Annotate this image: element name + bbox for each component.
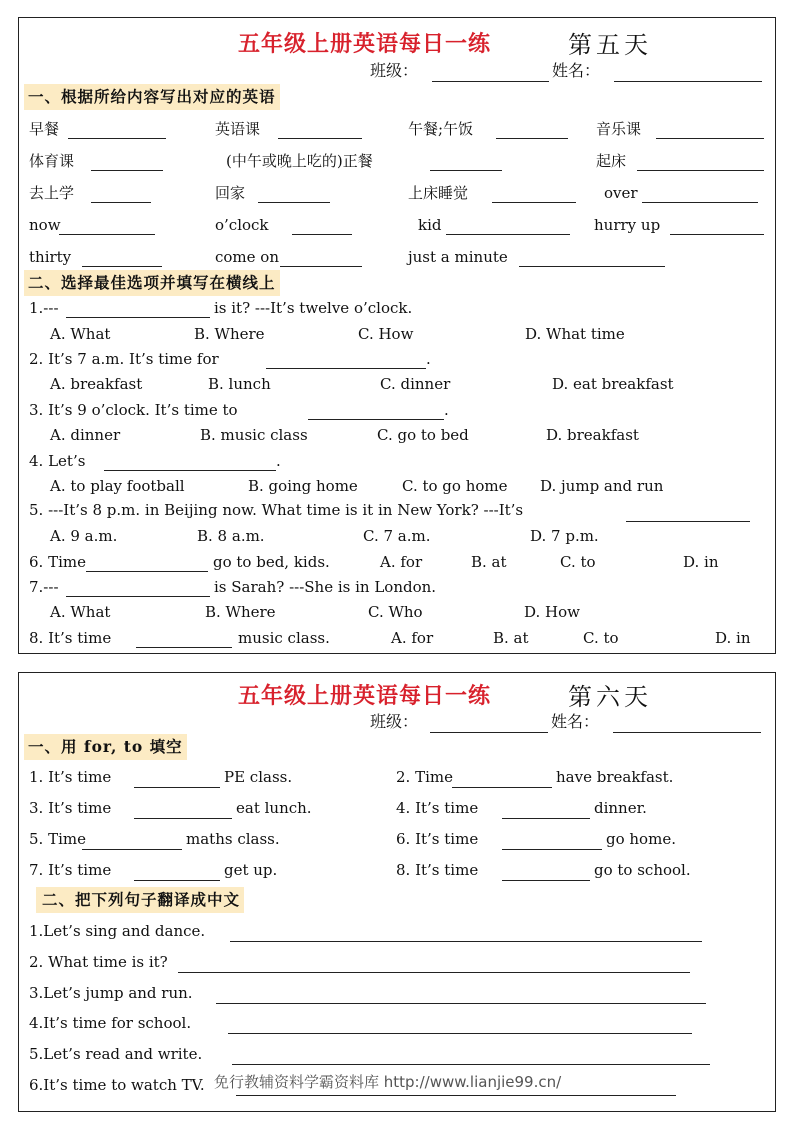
question-text: 1.--- — [29, 299, 59, 317]
question-text: 5. ---It’s 8 p.m. in Beijing now. What time is it in New York? ---It’s — [29, 501, 524, 519]
answer-blank[interactable] — [136, 647, 232, 648]
fill-text: dinner. — [594, 799, 647, 817]
translate-blank[interactable] — [178, 972, 690, 973]
answer-blank[interactable] — [266, 368, 426, 369]
day5-day-label: 第五天 — [568, 31, 652, 59]
question-text: is it? ---It’s twelve o’clock. — [214, 299, 413, 317]
option[interactable]: A. What — [50, 603, 111, 621]
vocab-item: o’clock — [215, 216, 269, 234]
day6-class-label: 班级： — [370, 712, 419, 731]
vocab-item: 午餐;午饭 — [408, 120, 474, 138]
fill-blank[interactable] — [134, 787, 220, 788]
day5-section1-heading: 一、根据所给内容写出对应的英语 — [24, 84, 280, 110]
vocab-item: thirty — [29, 248, 72, 266]
option[interactable]: B. Where — [205, 603, 276, 621]
day5-class-label: 班级： — [370, 61, 419, 80]
vocab-item: 上床睡觉 — [408, 184, 469, 202]
day6-name-field[interactable] — [613, 732, 761, 733]
watermark: 免行教辅资料学霸资料库 http://www.lianjie99.cn/ — [214, 1073, 562, 1091]
option[interactable]: C. How — [358, 325, 414, 343]
option[interactable]: C. 7 a.m. — [363, 527, 431, 545]
question-text: . — [426, 350, 431, 368]
day5-title: 五年级上册英语每日一练 — [238, 32, 492, 57]
question-text: 6. Time — [29, 553, 86, 571]
option[interactable]: D. in — [715, 629, 751, 647]
vocab-item: 起床 — [596, 152, 627, 170]
fill-text: 2. Time — [396, 768, 453, 786]
option[interactable]: B. at — [471, 553, 507, 571]
option[interactable]: C. go to bed — [377, 426, 469, 444]
option[interactable]: A. 9 a.m. — [50, 527, 118, 545]
option[interactable]: B. going home — [248, 477, 358, 495]
translate-sentence: 6.It’s time to watch TV. — [29, 1076, 205, 1094]
option[interactable]: D. eat breakfast — [552, 375, 674, 393]
option[interactable]: B. Where — [194, 325, 265, 343]
option[interactable]: B. 8 a.m. — [197, 527, 265, 545]
vocab-item: (中午或晚上吃的)正餐 — [226, 152, 373, 170]
fill-text: go to school. — [594, 861, 691, 879]
translate-blank[interactable] — [216, 1003, 706, 1004]
vocab-blank[interactable] — [59, 234, 155, 235]
answer-blank[interactable] — [626, 521, 750, 522]
fill-text: 6. It’s time — [396, 830, 479, 848]
option[interactable]: A. for — [380, 553, 423, 571]
option[interactable]: D. in — [683, 553, 719, 571]
question-text: 8. It’s time — [29, 629, 112, 647]
vocab-blank[interactable] — [91, 170, 163, 171]
day5-name-label: 姓名： — [552, 61, 601, 80]
fill-text: 4. It’s time — [396, 799, 479, 817]
option[interactable]: A. to play football — [50, 477, 185, 495]
fill-text: 8. It’s time — [396, 861, 479, 879]
fill-blank[interactable] — [134, 818, 232, 819]
fill-blank[interactable] — [82, 849, 182, 850]
fill-blank[interactable] — [502, 818, 590, 819]
option[interactable]: D. breakfast — [546, 426, 639, 444]
vocab-blank[interactable] — [492, 202, 576, 203]
answer-blank[interactable] — [86, 571, 208, 572]
vocab-blank[interactable] — [278, 138, 362, 139]
fill-text: PE class. — [224, 768, 293, 786]
translate-sentence: 1.Let’s sing and dance. — [29, 922, 206, 940]
translate-blank[interactable] — [228, 1033, 692, 1034]
vocab-item: 去上学 — [29, 184, 75, 202]
translate-blank[interactable] — [236, 1095, 676, 1096]
vocab-item: now — [29, 216, 61, 234]
option[interactable]: C. Who — [368, 603, 423, 621]
fill-text: have breakfast. — [556, 768, 674, 786]
vocab-item: just a minute — [408, 248, 508, 266]
vocab-blank[interactable] — [82, 266, 162, 267]
translate-sentence: 3.Let’s jump and run. — [29, 984, 193, 1002]
option[interactable]: B. lunch — [208, 375, 271, 393]
vocab-blank[interactable] — [258, 202, 330, 203]
option[interactable]: C. to — [583, 629, 619, 647]
question-text: . — [444, 401, 449, 419]
fill-blank[interactable] — [452, 787, 552, 788]
day6-day-label: 第六天 — [568, 683, 652, 711]
answer-blank[interactable] — [66, 596, 210, 597]
option[interactable]: D. 7 p.m. — [530, 527, 599, 545]
fill-text: 7. It’s time — [29, 861, 112, 879]
fill-text: get up. — [224, 861, 278, 879]
vocab-item: 回家 — [215, 184, 246, 202]
translate-blank[interactable] — [232, 1064, 710, 1065]
day6-name-label: 姓名： — [551, 712, 600, 731]
fill-blank[interactable] — [134, 880, 220, 881]
option[interactable]: C. to go home — [402, 477, 508, 495]
fill-text: go home. — [606, 830, 676, 848]
question-text: go to bed, kids. — [213, 553, 330, 571]
vocab-blank[interactable] — [637, 170, 764, 171]
option[interactable]: D. What time — [525, 325, 625, 343]
vocab-item: come on — [215, 248, 279, 266]
question-text: music class. — [238, 629, 330, 647]
vocab-blank[interactable] — [68, 138, 166, 139]
translate-blank[interactable] — [230, 941, 702, 942]
vocab-item: hurry up — [594, 216, 661, 234]
option[interactable]: A. for — [391, 629, 434, 647]
answer-blank[interactable] — [308, 419, 444, 420]
answer-blank[interactable] — [66, 317, 210, 318]
translate-sentence: 5.Let’s read and write. — [29, 1045, 203, 1063]
option[interactable]: A. What — [50, 325, 111, 343]
option[interactable]: B. at — [493, 629, 529, 647]
answer-blank[interactable] — [104, 470, 276, 471]
day6-section1-heading: 一、用 for, to 填空 — [24, 734, 187, 760]
translate-sentence: 2. What time is it? — [29, 953, 168, 971]
fill-blank[interactable] — [502, 880, 590, 881]
vocab-blank[interactable] — [430, 170, 502, 171]
question-text: 4. Let’s — [29, 452, 86, 470]
day6-class-field[interactable] — [430, 732, 548, 733]
vocab-blank[interactable] — [656, 138, 764, 139]
option[interactable]: B. music class — [200, 426, 308, 444]
vocab-item: 体育课 — [29, 152, 75, 170]
day5-section2-heading: 二、选择最佳选项并填写在横线上 — [24, 270, 280, 296]
fill-text: eat lunch. — [236, 799, 312, 817]
fill-text: 1. It’s time — [29, 768, 112, 786]
option[interactable]: A. dinner — [50, 426, 121, 444]
question-text: 2. It’s 7 a.m. It’s time for — [29, 350, 219, 368]
option[interactable]: D. How — [524, 603, 580, 621]
vocab-blank[interactable] — [292, 234, 352, 235]
fill-blank[interactable] — [502, 849, 602, 850]
question-text: . — [276, 452, 281, 470]
option[interactable]: C. dinner — [380, 375, 451, 393]
vocab-blank[interactable] — [280, 266, 362, 267]
question-text: 3. It’s 9 o’clock. It’s time to — [29, 401, 238, 419]
day5-name-field[interactable] — [614, 81, 762, 82]
question-text: 7.--- — [29, 578, 59, 596]
fill-text: 5. Time — [29, 830, 86, 848]
vocab-item: 音乐课 — [596, 120, 642, 138]
day6-section2-heading: 二、把下列句子翻译成中文 — [36, 887, 244, 913]
fill-text: 3. It’s time — [29, 799, 112, 817]
vocab-blank[interactable] — [496, 138, 568, 139]
day5-class-field[interactable] — [432, 81, 549, 82]
vocab-item: 早餐 — [29, 120, 60, 138]
vocab-blank[interactable] — [519, 266, 665, 267]
vocab-item: kid — [418, 216, 442, 234]
vocab-blank[interactable] — [91, 202, 151, 203]
question-text: is Sarah? ---She is in London. — [214, 578, 437, 596]
translate-sentence: 4.It’s time for school. — [29, 1014, 192, 1032]
vocab-blank[interactable] — [642, 202, 758, 203]
option[interactable]: A. breakfast — [50, 375, 143, 393]
option[interactable]: C. to — [560, 553, 596, 571]
vocab-item: over — [604, 184, 638, 202]
vocab-item: 英语课 — [215, 120, 261, 138]
vocab-blank[interactable] — [670, 234, 764, 235]
day6-title: 五年级上册英语每日一练 — [238, 684, 492, 709]
fill-text: maths class. — [186, 830, 280, 848]
vocab-blank[interactable] — [446, 234, 570, 235]
option[interactable]: D. jump and run — [540, 477, 664, 495]
